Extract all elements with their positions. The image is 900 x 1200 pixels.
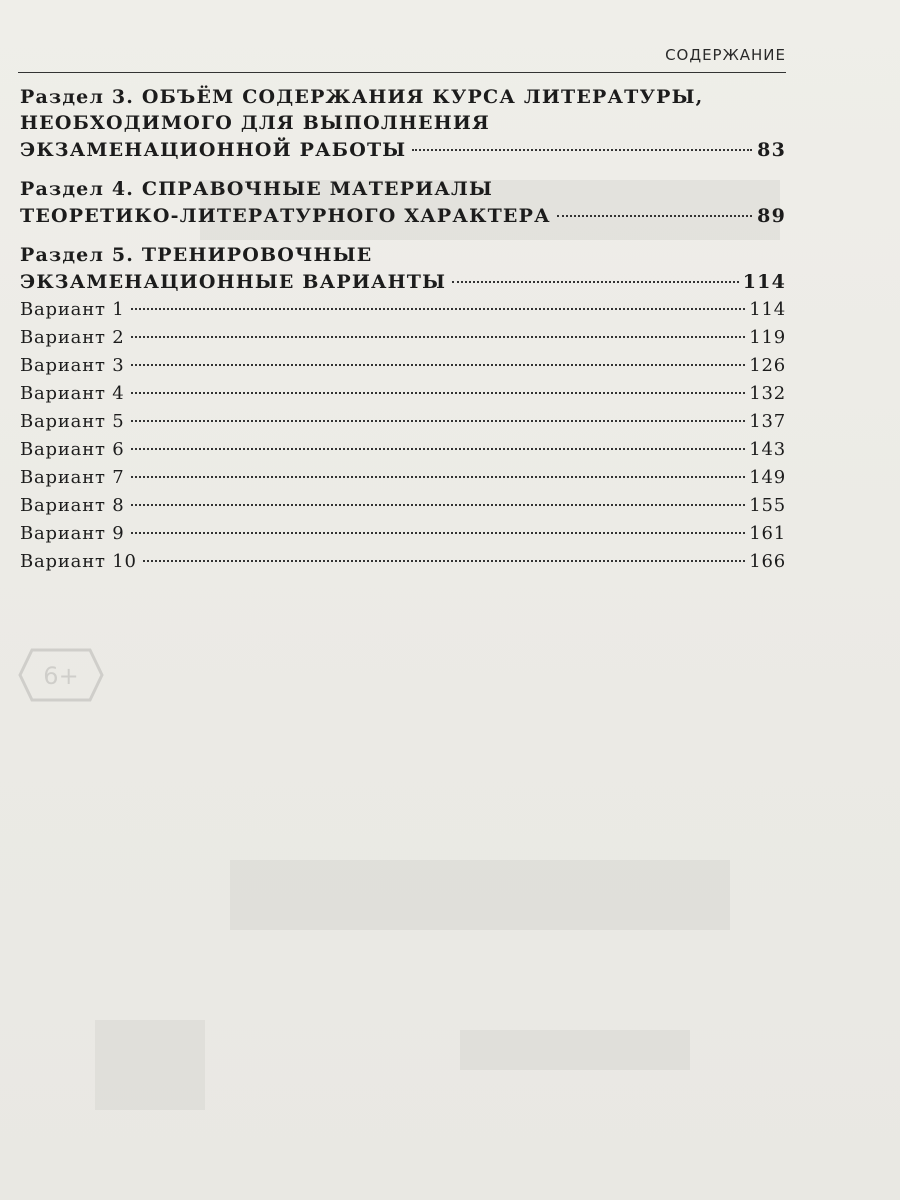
show-through-block bbox=[230, 860, 730, 930]
dot-leader bbox=[131, 364, 746, 366]
page-number: 143 bbox=[749, 439, 786, 460]
toc-entry-variant bbox=[20, 352, 786, 380]
toc-entry-variant bbox=[20, 548, 786, 576]
dot-leader bbox=[131, 532, 746, 534]
dot-leader bbox=[131, 392, 746, 394]
variant-label: Вариант 5 bbox=[20, 411, 125, 432]
variant-label: Вариант 3 bbox=[20, 355, 125, 376]
page-number: 119 bbox=[749, 327, 786, 348]
variant-label: Вариант 10 bbox=[20, 551, 137, 572]
toc-entry-variant bbox=[20, 296, 786, 324]
toc-section-5 bbox=[20, 242, 786, 296]
toc-entry-variant bbox=[20, 380, 786, 408]
dot-leader bbox=[452, 281, 739, 283]
page-number: 155 bbox=[749, 495, 786, 516]
toc-entry-variant bbox=[20, 520, 786, 548]
variant-label: Вариант 4 bbox=[20, 383, 125, 404]
section-title-line: Раздел 5. ТРЕНИРОВОЧНЫЕ bbox=[20, 244, 373, 266]
toc-entry-variant bbox=[20, 492, 786, 520]
section-title-line: ЭКЗАМЕНАЦИОННОЙ РАБОТЫ bbox=[20, 139, 407, 161]
toc-entry-variant bbox=[20, 464, 786, 492]
header-rule bbox=[18, 72, 786, 73]
variant-list bbox=[20, 296, 786, 576]
dot-leader bbox=[557, 215, 752, 217]
variant-label: Вариант 7 bbox=[20, 467, 125, 488]
variant-label: Вариант 8 bbox=[20, 495, 125, 516]
show-through-block bbox=[95, 1020, 205, 1110]
show-through-block bbox=[460, 1030, 690, 1070]
variant-label: Вариант 9 bbox=[20, 523, 125, 544]
dot-leader bbox=[131, 308, 746, 310]
page-number: 132 bbox=[749, 383, 786, 404]
page-number: 149 bbox=[749, 467, 786, 488]
section-title-line: Раздел 3. ОБЪЁМ СОДЕРЖАНИЯ КУРСА ЛИТЕРАТУРЫ, bbox=[20, 86, 704, 108]
page-number: 166 bbox=[749, 551, 786, 572]
page-number: 161 bbox=[749, 523, 786, 544]
toc-entry-section-3 bbox=[20, 136, 786, 164]
page-number: 83 bbox=[757, 139, 786, 161]
toc-section-3 bbox=[20, 84, 786, 164]
dot-leader bbox=[131, 448, 746, 450]
toc-entry-variant bbox=[20, 408, 786, 436]
toc-entry-variant bbox=[20, 436, 786, 464]
dot-leader bbox=[131, 336, 746, 338]
page-number: 114 bbox=[742, 271, 786, 293]
dot-leader bbox=[131, 420, 746, 422]
page-number: 126 bbox=[749, 355, 786, 376]
dot-leader bbox=[131, 476, 746, 478]
section-title-line: ЭКЗАМЕНАЦИОННЫЕ ВАРИАНТЫ bbox=[20, 271, 447, 293]
section-title-line: Раздел 4. СПРАВОЧНЫЕ МАТЕРИАЛЫ bbox=[20, 178, 494, 200]
variant-label: Вариант 1 bbox=[20, 299, 125, 320]
section-title-line: НЕОБХОДИМОГО ДЛЯ ВЫПОЛНЕНИЯ bbox=[20, 112, 490, 134]
dot-leader bbox=[131, 504, 746, 506]
page-number: 89 bbox=[757, 205, 786, 227]
dot-leader bbox=[412, 149, 752, 151]
page-number: 114 bbox=[749, 299, 786, 320]
toc-entry-section-4 bbox=[20, 202, 786, 230]
dot-leader bbox=[143, 560, 745, 562]
variant-label: Вариант 6 bbox=[20, 439, 125, 460]
age-rating-badge-icon bbox=[18, 646, 104, 704]
variant-label: Вариант 2 bbox=[20, 327, 125, 348]
toc-entry-section-5 bbox=[20, 268, 786, 296]
age-rating-badge-text: 6+ bbox=[43, 662, 79, 690]
running-head: СОДЕРЖАНИЕ bbox=[665, 46, 786, 64]
toc-section-4 bbox=[20, 176, 786, 230]
section-title-line: ТЕОРЕТИКО-ЛИТЕРАТУРНОГО ХАРАКТЕРА bbox=[20, 205, 551, 227]
page-number: 137 bbox=[749, 411, 786, 432]
table-of-contents bbox=[20, 84, 786, 576]
toc-entry-variant bbox=[20, 324, 786, 352]
